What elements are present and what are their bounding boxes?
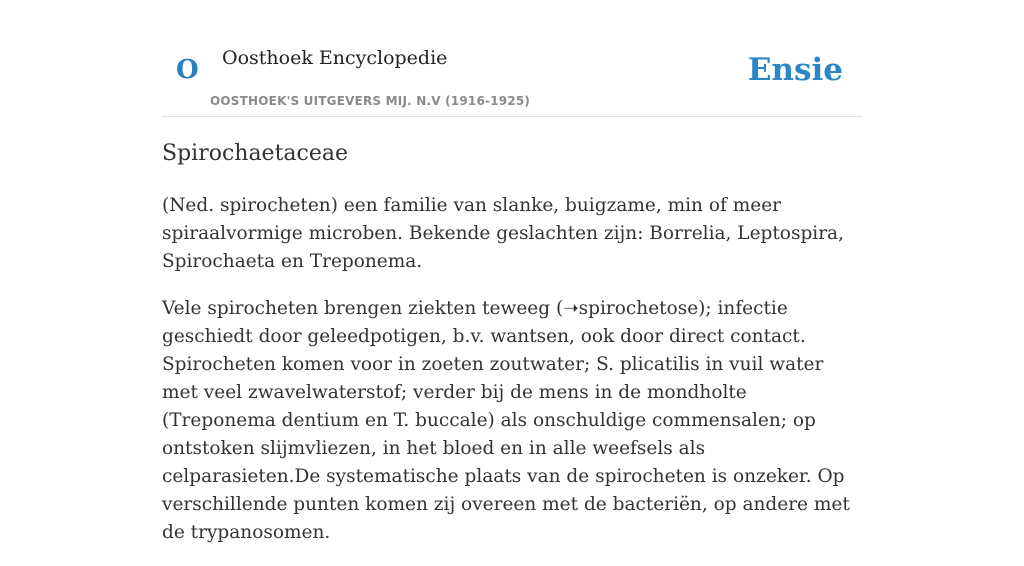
publication-logo[interactable]: O bbox=[176, 55, 199, 85]
entry-paragraph: Vele spirocheten brengen ziekten teweeg (➝spirochetose); infectie geschiedt door geleedpotigen, b.v. wantsen, ook door direct contact. Spirocheten komen voor in zoeten zoutwater; S. plicatilis in vuil water met veel zwavelwaterstof; verder bij de mens in de mondholte (Treponema dentium en T. buccale) als onschuldige commensalen; op ontstoken slijmvliezen, in het bloed en in alle weefsels als celparasieten.De systematische plaats van de spirocheten is onzeker. Op verschillende punten komen zij overeen met de bacteriën, op andere met de trypanosomen. bbox=[162, 298, 850, 543]
publication-title[interactable]: Oosthoek Encyclopedie bbox=[222, 47, 448, 69]
entry-title: Spirochaetaceae bbox=[162, 141, 349, 166]
site-header bbox=[162, 0, 862, 117]
entry-paragraph: (Ned. spirocheten) een familie van slanke, buigzame, min of meer spiraalvormige microben. Bekende geslachten zijn: Borrelia, Leptospira, Spirochaeta en Treponema. bbox=[162, 195, 844, 272]
entry-body bbox=[162, 192, 862, 566]
publication-subtitle: OOSTHOEK'S UITGEVERS MIJ. N.V (1916-1925) bbox=[210, 94, 531, 108]
ensie-logo-link[interactable]: Ensie bbox=[747, 52, 843, 88]
